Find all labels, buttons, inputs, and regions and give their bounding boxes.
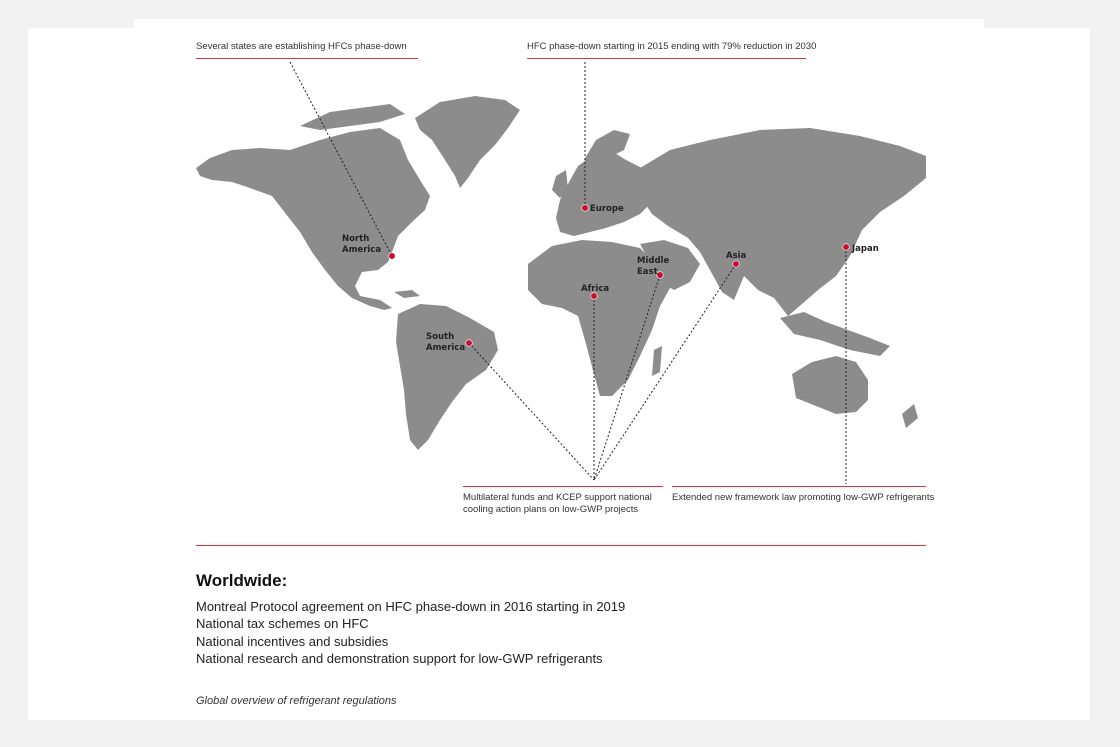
- label-south-america-2: America: [426, 343, 466, 353]
- label-north-america-1: North: [342, 234, 370, 244]
- worldwide-title: Worldwide:: [196, 571, 288, 590]
- callout-japan-rule: [672, 486, 926, 487]
- marker-south-america: [466, 340, 473, 347]
- australia-shape: [792, 356, 868, 414]
- marker-japan: [843, 244, 850, 251]
- label-middle-east-2: East: [637, 267, 658, 277]
- worldwide-item-4: National research and demonstration support for low-GWP refrigerants: [196, 651, 603, 666]
- madagascar-shape: [652, 346, 662, 376]
- callout-europe: HFC phase-down starting in 2015 ending with 79% reduction in 2030: [527, 41, 817, 52]
- land-masses: [196, 96, 926, 450]
- callout-multilateral-rule: [463, 486, 663, 487]
- label-europe: Europe: [590, 204, 624, 214]
- marker-middle-east: [657, 272, 664, 279]
- marker-europe: [582, 205, 589, 212]
- worldwide-item-1: Montreal Protocol agreement on HFC phase-down in 2016 starting in 2019: [196, 599, 626, 614]
- label-middle-east-1: Middle: [637, 256, 670, 266]
- callout-japan: Extended new framework law promoting low-GWP refrigerants: [672, 492, 935, 503]
- greenland-shape: [415, 96, 520, 188]
- se-asia-islands-shape: [780, 312, 890, 356]
- arctic-islands-shape: [300, 104, 405, 130]
- label-africa: Africa: [581, 284, 610, 294]
- south-america-shape: [396, 304, 498, 450]
- callout-north-america: Several states are establishing HFCs phase-down: [196, 41, 407, 52]
- label-south-america-1: South: [426, 332, 455, 342]
- callout-multilateral-line-1: Multilateral funds and KCEP support national: [463, 492, 652, 503]
- label-north-america-2: America: [342, 245, 382, 255]
- figure-caption: Global overview of refrigerant regulations: [196, 695, 397, 707]
- callout-multilateral-line-2: cooling action plans on low-GWP projects: [463, 504, 639, 515]
- worldwide-item-3: National incentives and subsidies: [196, 634, 389, 649]
- north-america-shape: [196, 128, 430, 310]
- new-zealand-shape: [902, 404, 918, 428]
- label-asia: Asia: [726, 251, 747, 261]
- label-japan: Japan: [852, 244, 879, 254]
- marker-north-america: [389, 253, 396, 260]
- section-divider: [196, 545, 926, 546]
- worldwide-item-2: National tax schemes on HFC: [196, 616, 369, 631]
- marker-asia: [733, 261, 740, 268]
- asia-shape: [640, 128, 926, 316]
- caribbean-shape: [394, 290, 420, 298]
